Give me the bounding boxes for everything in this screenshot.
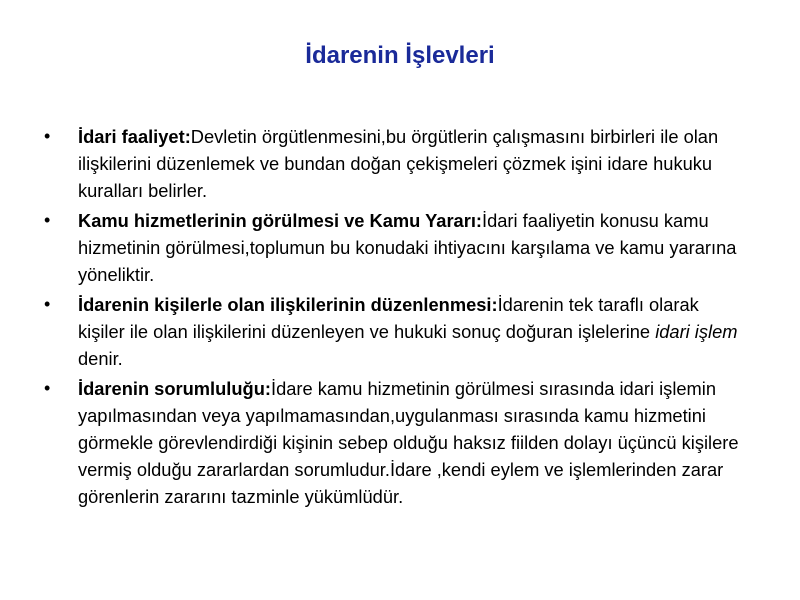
bullet-item-idari-faaliyet <box>44 123 744 204</box>
bullet-text-after: denir. <box>78 348 123 369</box>
bullet-emphasis: idari işlem <box>655 321 738 342</box>
bullet-item-kamu-hizmetleri <box>44 207 744 288</box>
bullet-list <box>44 123 744 513</box>
bullet-lead: Kamu hizmetlerinin görülmesi ve Kamu Yararı: <box>78 210 483 231</box>
bullet-icon: • <box>44 378 51 398</box>
slide-title: İdarenin İşlevleri <box>305 42 495 69</box>
bullet-text-before: İdarenin tek taraflı olarak kişiler ile olan ilişkilerini düzenleyen ve hukuki sonuç doğuran işlelerine <box>78 294 699 342</box>
bullet-item-sorumluluk <box>44 375 744 510</box>
bullet-lead: İdari faaliyet: <box>78 126 191 147</box>
bullet-text: Devletin örgütlenmesini,bu örgütlerin çalışmasını birbirleri ile olan ilişkilerini düzenlemek ve bundan doğan çekişmeleri çözmek işini idare hukuku kuralları belirler. <box>78 126 719 201</box>
bullet-item-kisilerle-iliskiler <box>44 291 744 372</box>
bullet-lead: İdarenin kişilerle olan ilişkilerinin düzenlenmesi: <box>78 294 498 315</box>
bullet-icon: • <box>44 294 51 314</box>
bullet-lead: İdarenin sorumluluğu: <box>78 378 271 399</box>
bullet-text: İdare kamu hizmetinin görülmesi sırasında idari işlemin yapılmasından veya yapılmamasından,uygulanması sırasında kamu hizmetini görmekle görevlendirdiği kişinin sebep olduğu haksız fiilden dolayı üçüncü kişilere vermiş olduğu zararlardan sorumludur.İdare ,kendi eylem ve işlemlerinden zarar görenlerin zararını tazminle yükümlüdür. <box>78 378 739 507</box>
bullet-icon: • <box>44 126 51 146</box>
bullet-icon: • <box>44 210 51 230</box>
bullet-text: İdari faaliyetin konusu kamu hizmetinin görülmesi,toplumun bu konudaki ihtiyacını karşılama ve kamu yararına yöneliktir. <box>78 210 737 285</box>
